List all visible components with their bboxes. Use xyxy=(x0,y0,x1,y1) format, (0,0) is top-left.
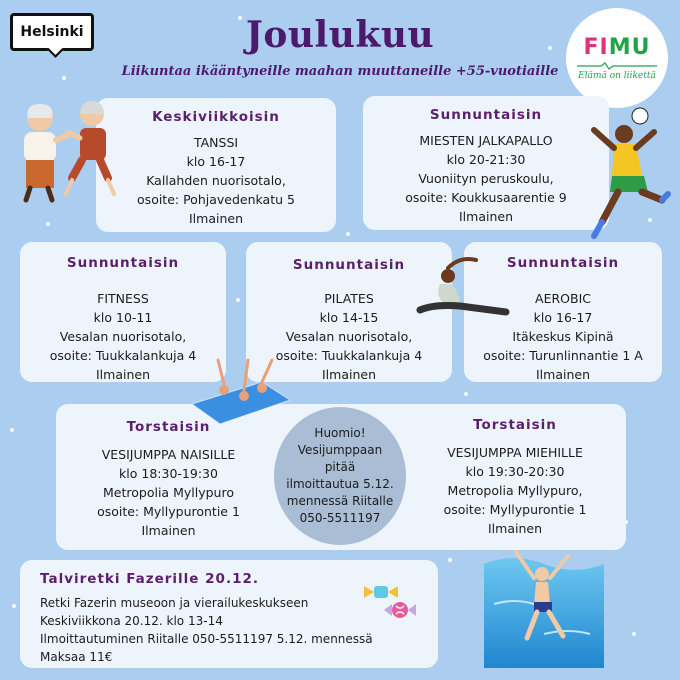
event-card-jalkapallo xyxy=(363,96,609,230)
event-name: VESIJUMPPA NAISILLE xyxy=(101,447,236,462)
event-price: Ilmainen xyxy=(535,367,590,382)
event-name: FITNESS xyxy=(97,291,149,306)
event-card-vesijumppa-miehille xyxy=(430,416,600,538)
snow-dot xyxy=(46,222,50,226)
fimu-logo-slogan: Elämä on liikettä xyxy=(578,71,656,81)
snow-dot xyxy=(448,558,452,562)
event-day: Sunnuntaisin xyxy=(66,255,180,271)
snow-dot xyxy=(236,298,240,302)
event-time: klo 19:30-20:30 xyxy=(465,464,565,479)
event-name: MIESTEN JALKAPALLO xyxy=(419,133,553,148)
event-price: Ilmainen xyxy=(141,523,196,538)
registration-note xyxy=(274,407,406,545)
event-time: klo 16-17 xyxy=(186,154,246,169)
event-address: osoite: Tuukkalankuja 4 xyxy=(275,348,423,363)
event-name: AEROBIC xyxy=(535,291,591,306)
note-line: Vesijumppaan xyxy=(297,443,383,457)
note-line: Huomio! xyxy=(314,426,366,440)
event-day: Keskiviikkoisin xyxy=(152,109,280,125)
page-subtitle: Liikuntaa ikääntyneille maahan muuttaneille +55-vuotiaille xyxy=(121,64,559,79)
trip-line: Maksaa 11€ xyxy=(40,650,113,664)
event-time: klo 20-21:30 xyxy=(446,152,526,167)
fimu-logo-word-part2: MU xyxy=(608,35,651,60)
note-line: pitää xyxy=(324,460,356,474)
fimu-logo-word xyxy=(584,35,651,60)
event-place: Itäkeskus Kipinä xyxy=(512,329,614,344)
event-price: Ilmainen xyxy=(188,211,243,226)
note-line: ilmoittautua 5.12. xyxy=(286,477,394,491)
snow-dot xyxy=(464,392,468,396)
event-price: Ilmainen xyxy=(487,521,542,536)
event-address: osoite: Tuukkalankuja 4 xyxy=(49,348,197,363)
trip-line: Keskiviikkona 20.12. klo 13-14 xyxy=(40,614,223,628)
candy-icon xyxy=(362,578,418,622)
event-name: PILATES xyxy=(324,291,374,306)
event-day: Torstaisin xyxy=(473,417,557,433)
event-place: Vesalan nuorisotalo, xyxy=(59,329,187,344)
helsinki-logo-text: Helsinki xyxy=(20,24,84,40)
event-day: Sunnuntaisin xyxy=(292,257,406,273)
event-day: Sunnuntaisin xyxy=(506,255,620,271)
event-day: Sunnuntaisin xyxy=(429,107,543,123)
snow-dot xyxy=(632,632,636,636)
note-line: mennessä Riitalle xyxy=(286,494,394,508)
elderly-couple-dancing-icon xyxy=(10,96,126,206)
event-price: Ilmainen xyxy=(95,367,150,382)
event-place: Metropolia Myllypuro, xyxy=(447,483,583,498)
event-address: osoite: Myllypurontie 1 xyxy=(443,502,587,517)
event-day: Torstaisin xyxy=(126,419,211,435)
man-swimming-icon xyxy=(484,544,604,668)
event-address: osoite: Turunlinnantie 1 A xyxy=(483,348,643,363)
event-address: osoite: Koukkusaarentie 9 xyxy=(405,190,567,205)
event-time: klo 16-17 xyxy=(533,310,593,325)
event-time: klo 18:30-19:30 xyxy=(119,466,218,481)
event-time: klo 14-15 xyxy=(319,310,379,325)
woman-stretching-icon xyxy=(414,254,510,320)
note-line: 050-5511197 xyxy=(299,511,381,525)
event-name: TANSSI xyxy=(193,135,239,150)
event-address: osoite: Myllypurontie 1 xyxy=(97,504,240,519)
event-place: Metropolia Myllypuro xyxy=(103,485,234,500)
event-card-tanssi xyxy=(96,98,336,232)
heartbeat-icon xyxy=(577,62,657,70)
event-address: osoite: Pohjavedenkatu 5 xyxy=(137,192,295,207)
event-name: VESIJUMPPA MIEHILLE xyxy=(447,445,583,460)
event-price: Ilmainen xyxy=(321,367,376,382)
soccer-player-icon xyxy=(584,104,676,244)
event-place: Vesalan nuorisotalo, xyxy=(285,329,413,344)
trip-line: Ilmoittautuminen Riitalle 050-5511197 5.12. mennessä xyxy=(40,632,373,646)
event-price: Ilmainen xyxy=(458,209,513,224)
synchronized-swimmers-icon xyxy=(192,352,290,428)
event-place: Kallahden nuorisotalo, xyxy=(146,173,286,188)
snow-dot xyxy=(10,428,14,432)
trip-heading: Talviretki Fazerille 20.12. xyxy=(40,571,259,587)
fimu-logo xyxy=(566,8,668,108)
event-card-vesijumppa-naisille xyxy=(56,418,281,540)
event-time: klo 10-11 xyxy=(93,310,153,325)
page-title: Joulukuu xyxy=(245,14,435,56)
fimu-logo-word-part1: FI xyxy=(583,35,609,60)
snow-dot xyxy=(12,604,16,608)
trip-line: Retki Fazerin museoon ja vierailukeskukseen xyxy=(40,596,309,610)
event-place: Vuoniityn peruskoulu, xyxy=(418,171,554,186)
snow-dot xyxy=(346,232,350,236)
